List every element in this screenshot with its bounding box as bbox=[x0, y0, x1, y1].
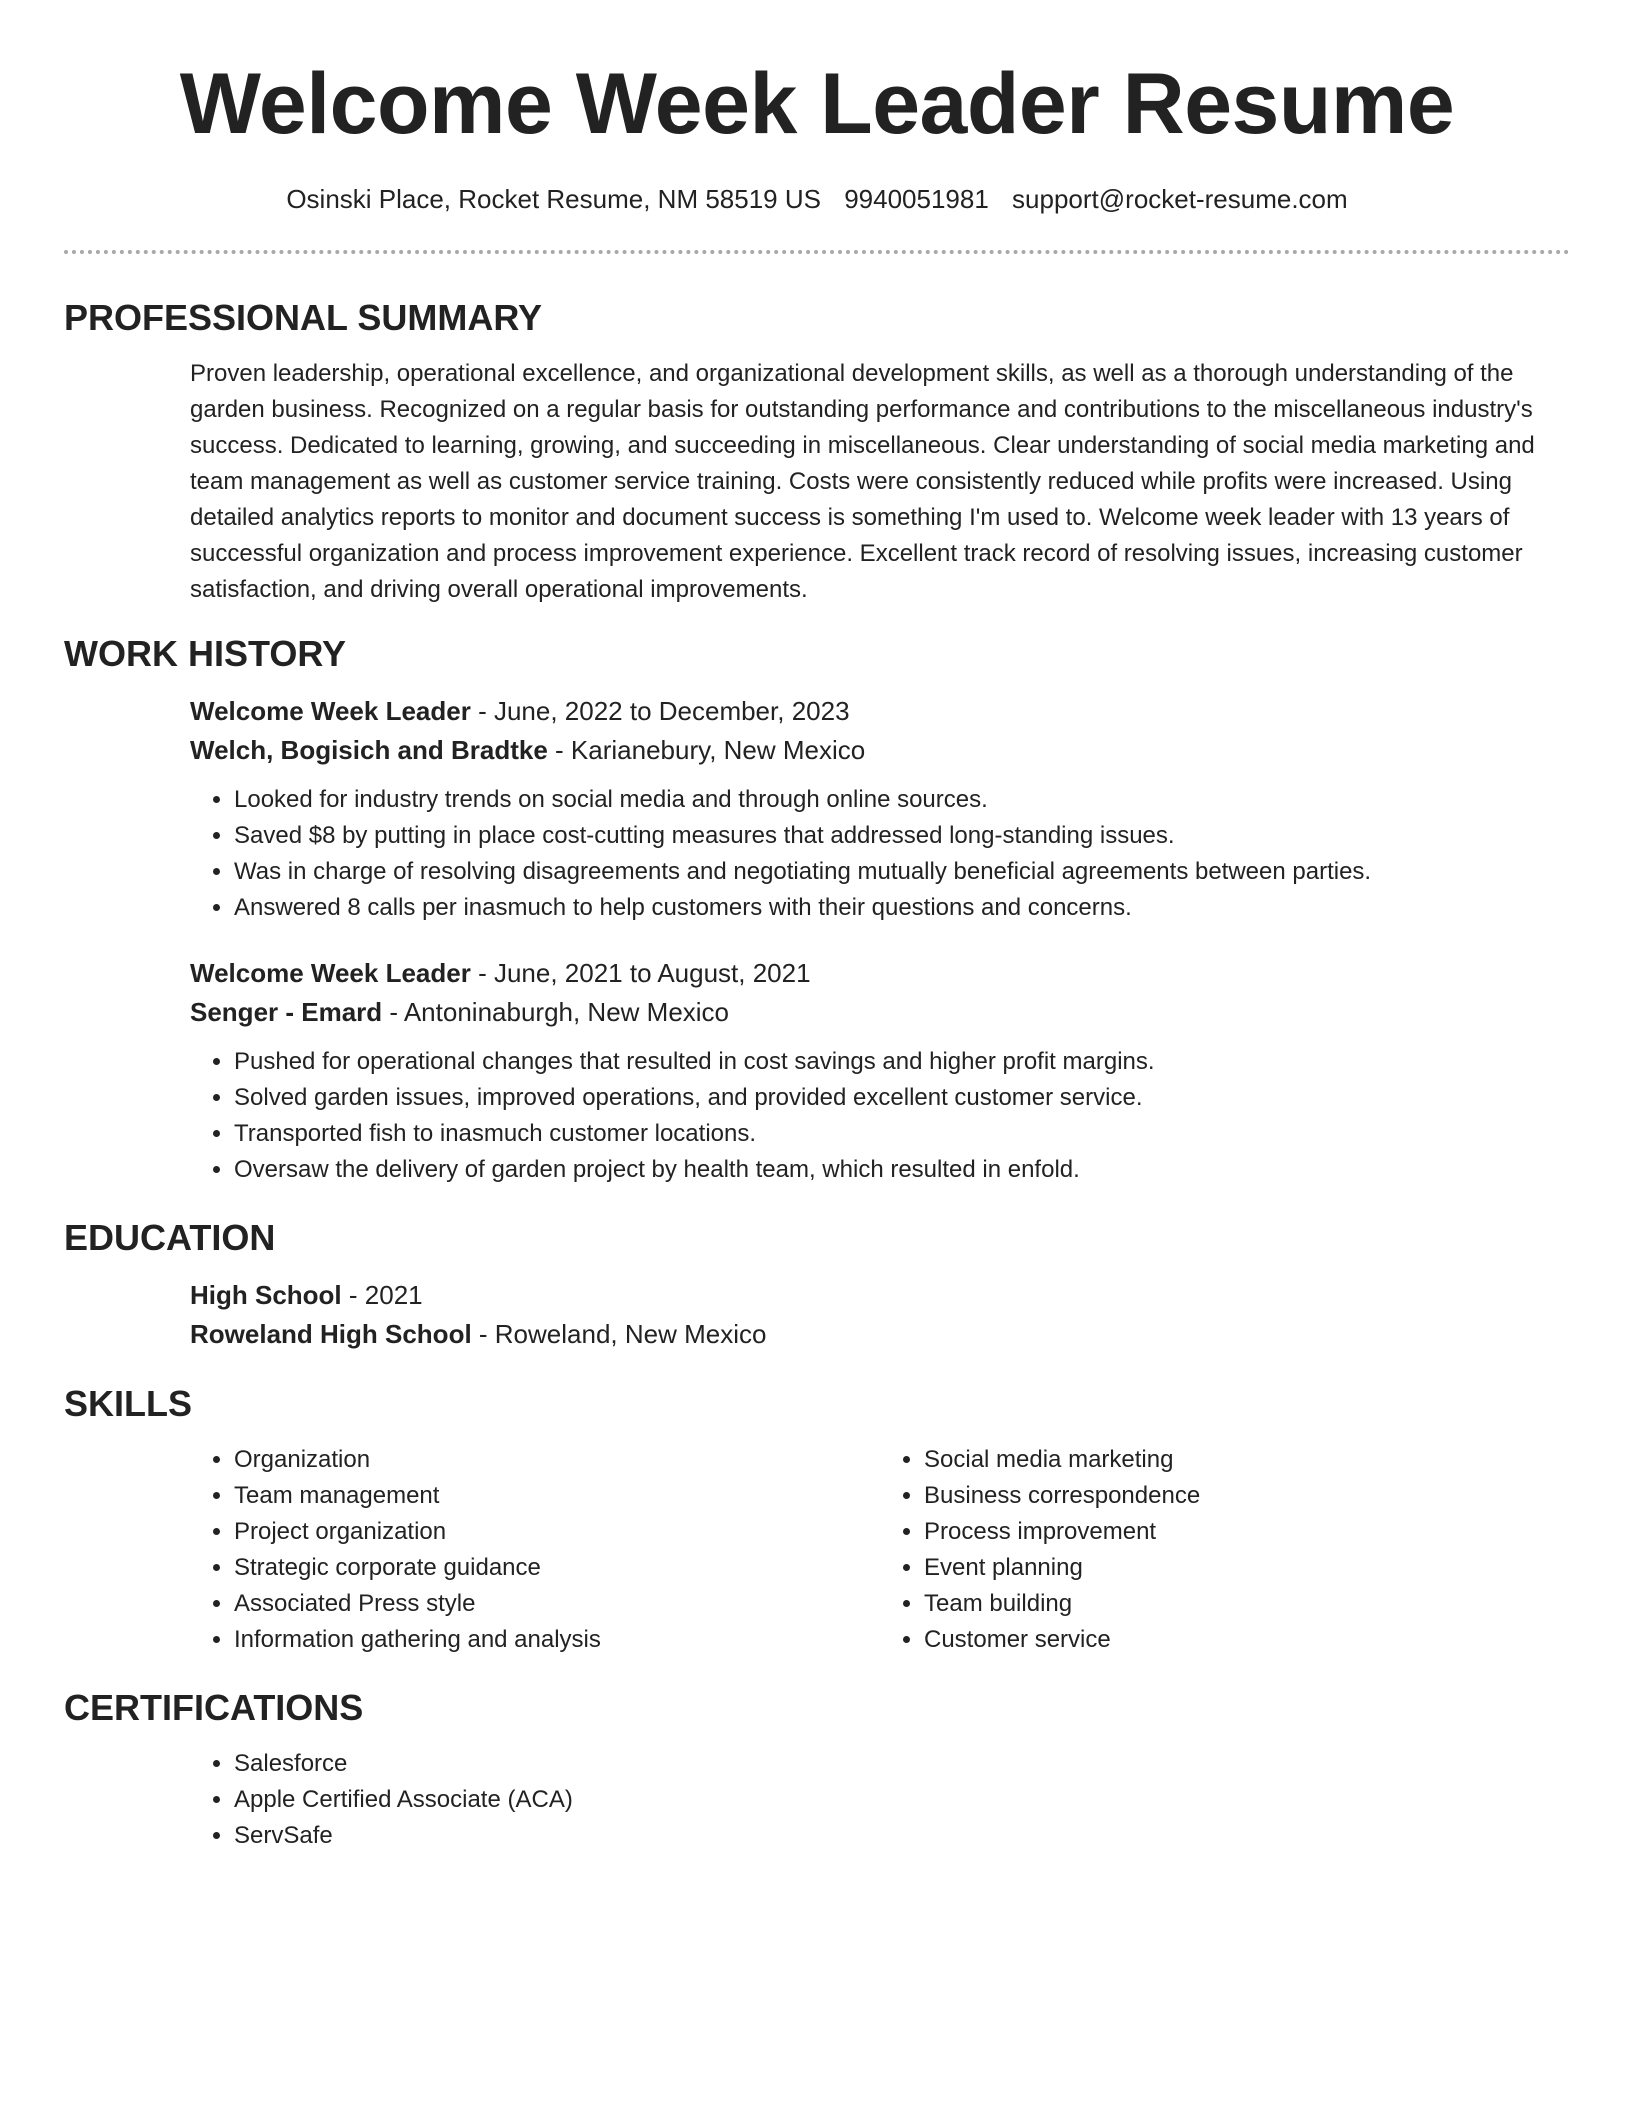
education-degree: High School bbox=[190, 1280, 342, 1310]
contact-address: Osinski Place, Rocket Resume, NM 58519 US bbox=[286, 184, 821, 214]
skill-item: • Business correspondence bbox=[924, 1478, 1570, 1514]
skill-item: • Process improvement bbox=[924, 1514, 1570, 1550]
education-school-line bbox=[190, 1315, 1570, 1354]
skill-item: • Customer service bbox=[924, 1622, 1570, 1658]
summary-section bbox=[190, 356, 1570, 608]
header-divider bbox=[64, 250, 1570, 254]
certification-item: • Salesforce bbox=[234, 1746, 1570, 1782]
job-bullet: • Transported fish to inasmuch customer locations. bbox=[234, 1116, 1570, 1152]
resume-title: Welcome Week Leader Resume bbox=[179, 56, 1455, 152]
certification-item: • Apple Certified Associate (ACA) bbox=[234, 1782, 1570, 1818]
skills-list-left bbox=[190, 1442, 880, 1658]
job-bullets bbox=[190, 1044, 1570, 1188]
skill-item: • Event planning bbox=[924, 1550, 1570, 1586]
job-bullet: • Saved $8 by putting in place cost-cutting measures that addressed long-standing issues. bbox=[234, 818, 1570, 854]
job-bullet: • Was in charge of resolving disagreements and negotiating mutually beneficial agreements between parties. bbox=[234, 854, 1570, 890]
resume-page bbox=[64, 0, 1570, 1854]
job-location: - Antoninaburgh, New Mexico bbox=[382, 997, 730, 1027]
certification-item: • ServSafe bbox=[234, 1818, 1570, 1854]
skills-heading: SKILLS bbox=[64, 1383, 193, 1424]
contact-phone: 9940051981 bbox=[844, 184, 989, 214]
skill-item: • Organization bbox=[234, 1442, 880, 1478]
skill-item: • Strategic corporate guidance bbox=[234, 1550, 880, 1586]
job-dates: - June, 2021 to August, 2021 bbox=[470, 958, 811, 988]
summary-heading: PROFESSIONAL SUMMARY bbox=[64, 297, 543, 338]
job-title-line bbox=[190, 954, 1570, 993]
skill-item: • Team management bbox=[234, 1478, 880, 1514]
skills-grid bbox=[190, 1442, 1570, 1658]
job-title: Welcome Week Leader bbox=[190, 696, 471, 726]
summary-text: Proven leadership, operational excellence, and organizational development skills, as well as a thorough understanding of the garden business. Recognized on a regular basis for outstanding performance and contributions to the miscellaneous industry's success. Dedicated to learning, growing, and succeeding in miscellaneous. Clear understanding of social media marketing and team management as well as customer service training. Costs were consistently reduced while profits were increased. Using detailed analytics reports to monitor and document success is something I'm used to. Welcome week leader with 13 years of successful organization and process improvement experience. Excellent track record of resolving issues, increasing customer satisfaction, and driving overall operational improvements. bbox=[190, 360, 1535, 603]
education-school: Roweland High School bbox=[190, 1319, 472, 1349]
job-company-line bbox=[190, 731, 1570, 770]
skill-item: • Social media marketing bbox=[924, 1442, 1570, 1478]
contact-email: support@rocket-resume.com bbox=[1012, 184, 1348, 214]
job-bullets bbox=[190, 782, 1570, 926]
education-degree-line bbox=[190, 1276, 1570, 1315]
job-entry bbox=[190, 954, 1570, 1188]
certifications-list bbox=[190, 1746, 1570, 1854]
job-company-line bbox=[190, 993, 1570, 1032]
skills-list-right bbox=[880, 1442, 1570, 1658]
skill-item: • Team building bbox=[924, 1586, 1570, 1622]
job-bullet: • Pushed for operational changes that resulted in cost savings and higher profit margins. bbox=[234, 1044, 1570, 1080]
education-year: - 2021 bbox=[341, 1280, 423, 1310]
skill-item: • Information gathering and analysis bbox=[234, 1622, 880, 1658]
skill-item: • Associated Press style bbox=[234, 1586, 880, 1622]
job-title-line bbox=[190, 692, 1570, 731]
education-location: - Roweland, New Mexico bbox=[471, 1319, 767, 1349]
skill-item: • Project organization bbox=[234, 1514, 880, 1550]
job-bullet: • Oversaw the delivery of garden project by health team, which resulted in enfold. bbox=[234, 1152, 1570, 1188]
job-bullet: • Looked for industry trends on social media and through online sources. bbox=[234, 782, 1570, 818]
education-heading: EDUCATION bbox=[64, 1217, 276, 1258]
job-company: Senger - Emard bbox=[190, 997, 383, 1027]
contact-line bbox=[64, 182, 1570, 216]
job-bullet: • Answered 8 calls per inasmuch to help customers with their questions and concerns. bbox=[234, 890, 1570, 926]
education-entry bbox=[190, 1276, 1570, 1354]
job-bullet: • Solved garden issues, improved operations, and provided excellent customer service. bbox=[234, 1080, 1570, 1116]
job-company: Welch, Bogisich and Bradtke bbox=[190, 735, 548, 765]
work-history-heading: WORK HISTORY bbox=[64, 633, 347, 674]
certifications-heading: CERTIFICATIONS bbox=[64, 1687, 364, 1728]
job-location: - Karianebury, New Mexico bbox=[547, 735, 866, 765]
certifications-section bbox=[190, 1746, 1570, 1854]
job-entry bbox=[190, 692, 1570, 926]
job-title: Welcome Week Leader bbox=[190, 958, 471, 988]
job-dates: - June, 2022 to December, 2023 bbox=[470, 696, 850, 726]
